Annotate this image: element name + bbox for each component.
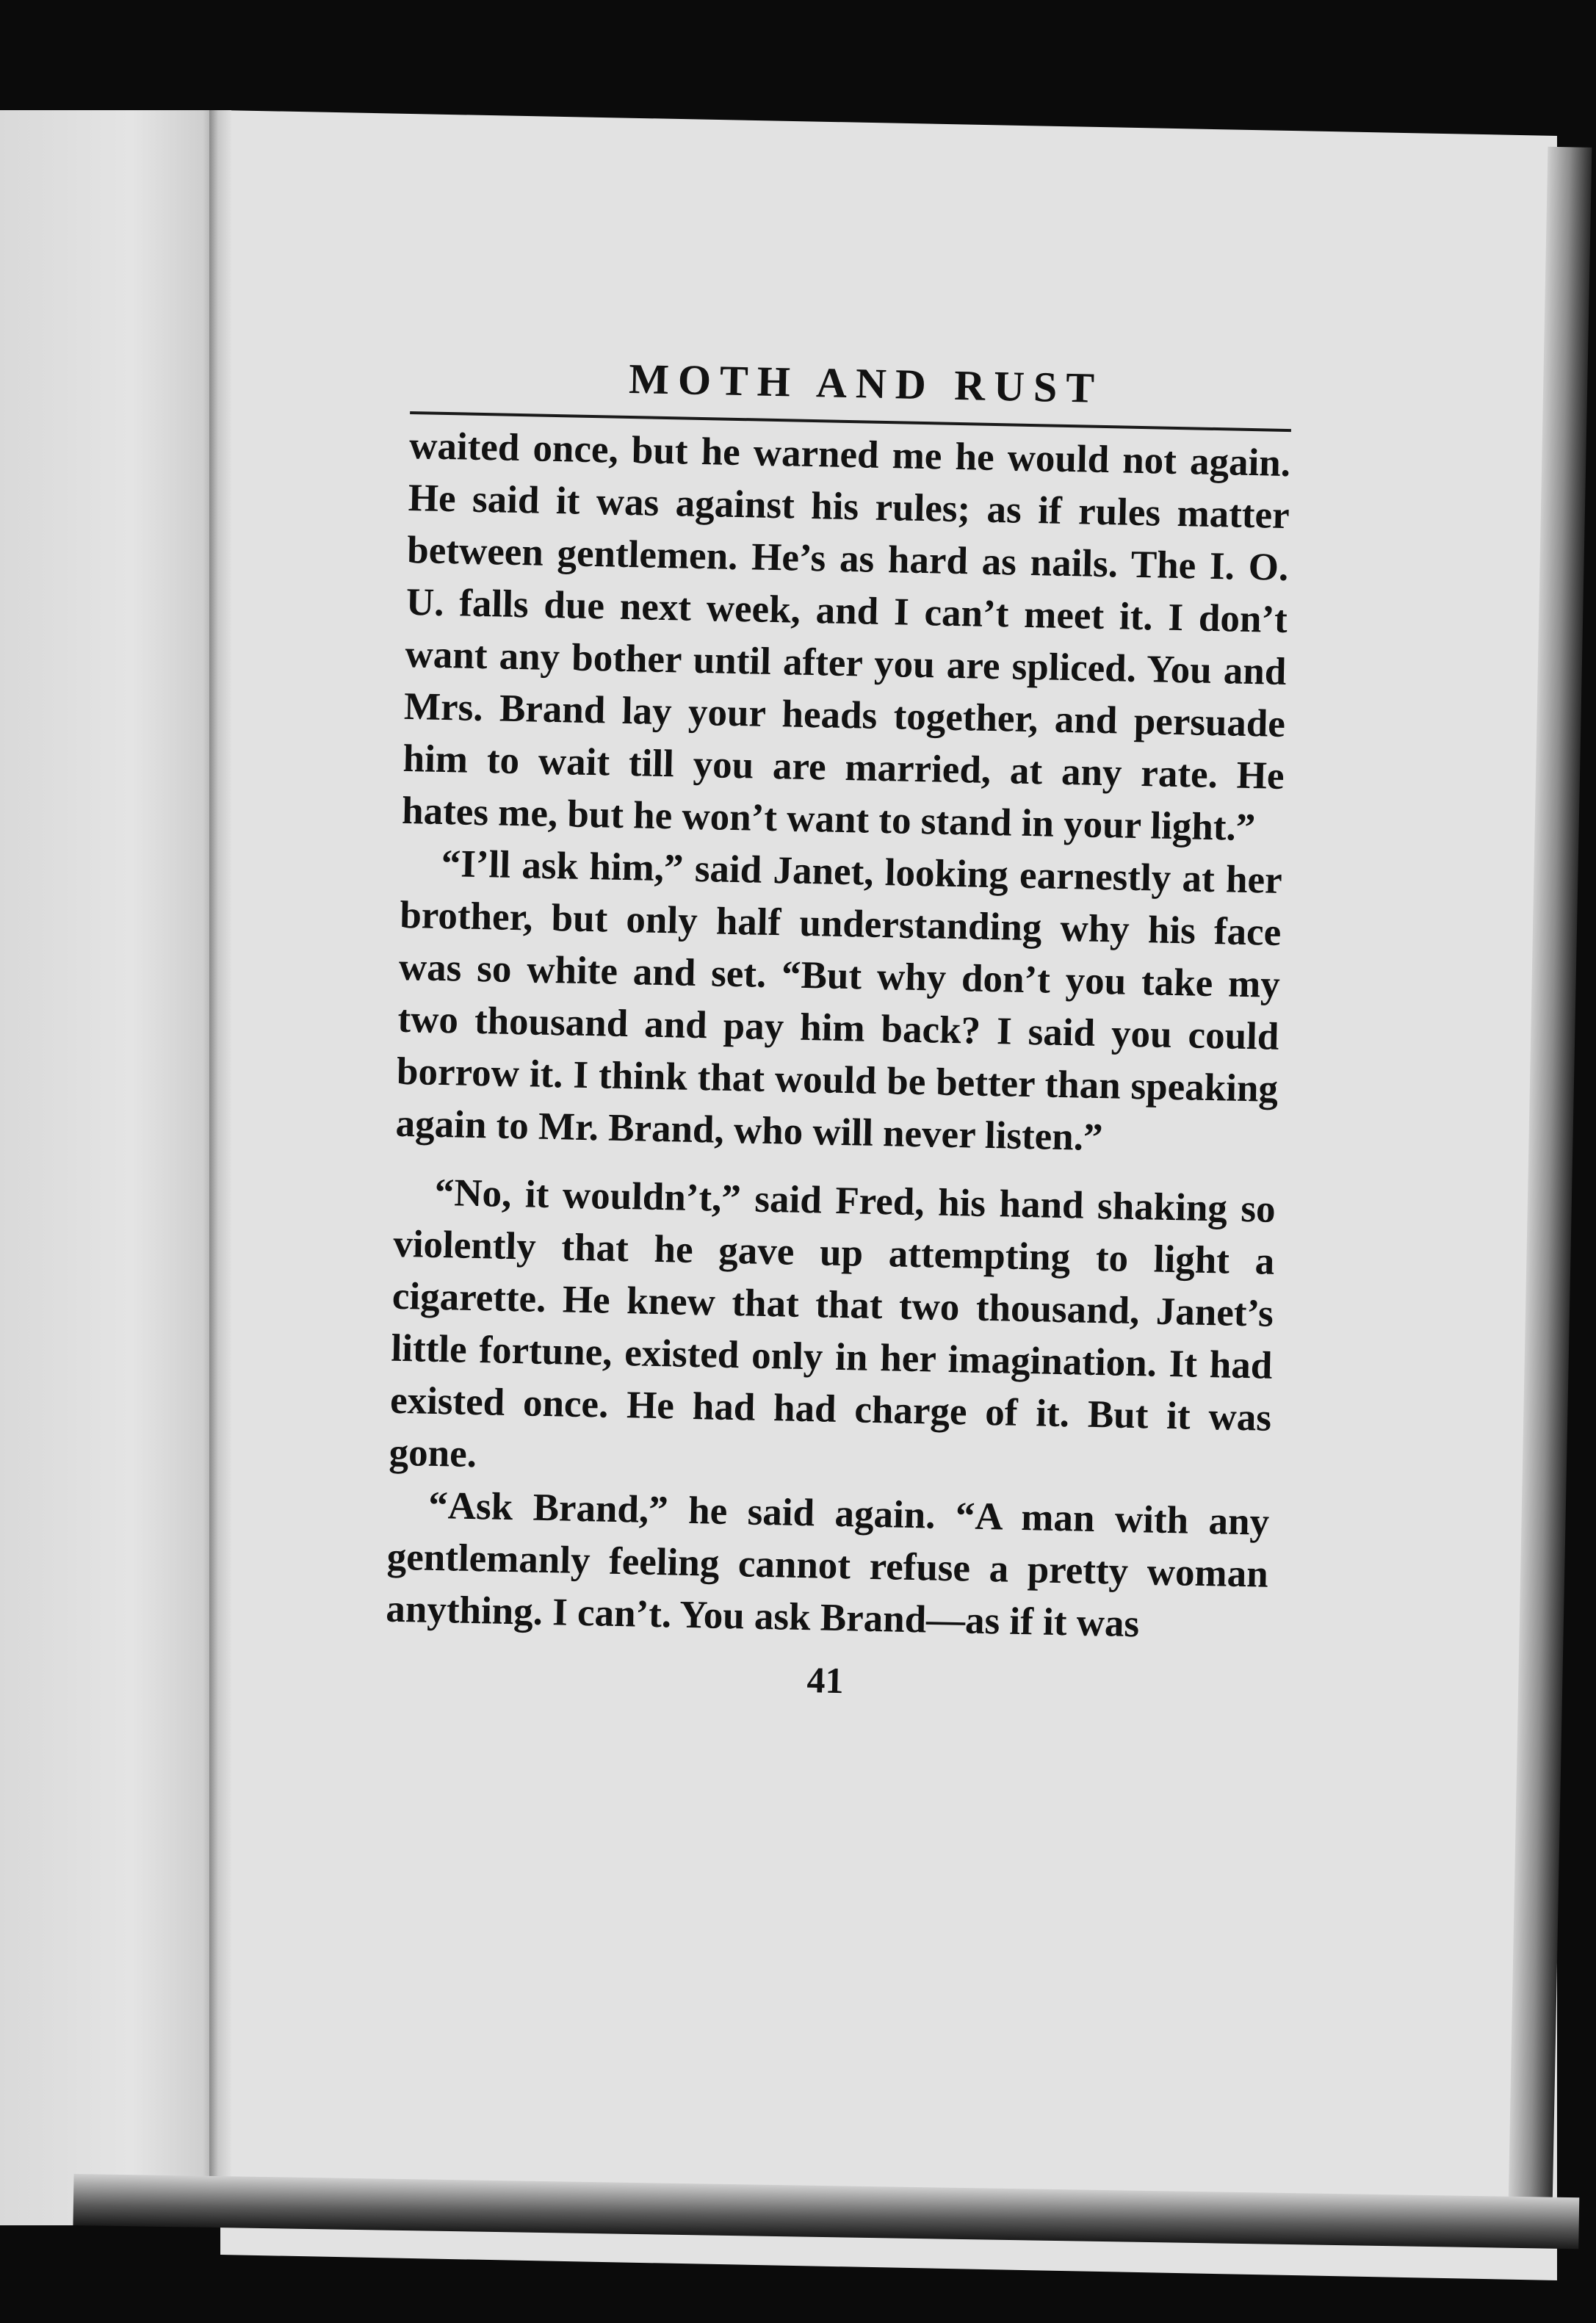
paragraph-4: “Ask Brand,” he said again. “A man with any gentlemanly feeling cannot refuse a pretty woman anything. I can’t. You ask Brand—as if it was bbox=[385, 1484, 1270, 1646]
body-text bbox=[386, 420, 1291, 1653]
left-page bbox=[0, 110, 220, 2225]
page-number: 41 bbox=[806, 1659, 845, 1702]
paragraph-1: waited once, but he warned me he would not again. He said it was against his rules; as if rules matter between gentlemen. He’s as hard as nails. The I. O. U. falls due next week, and I can’t meet it. I don’t want any bother until after you are spliced. You and Mrs. Brand lay your heads together, and persuade him to wait till you are married, at any rate. He hates me, but he won’t want to stand in your light.” bbox=[401, 424, 1291, 850]
paragraph-3: “No, it wouldn’t,” said Fred, his hand shaking so violently that he gave up attempting to light a cigarette. He knew that that two thousand, Janet’s little fortune, existed only in her imagination. It had existed once. He had had charge of it. But it was gone. bbox=[389, 1171, 1277, 1476]
paragraph-2: “I’ll ask him,” said Janet, looking earnestly at her brother, but only half understanding why his face was so white and set. “But why don’t you take my two thousand and pay him back? I said you could borrow it. I think that would be better than speaking again to Mr. Brand, who will never listen.” bbox=[395, 842, 1283, 1160]
running-head: MOTH AND RUST bbox=[628, 354, 1104, 412]
book-gutter bbox=[209, 110, 231, 2225]
page-text-block bbox=[384, 345, 1293, 1715]
